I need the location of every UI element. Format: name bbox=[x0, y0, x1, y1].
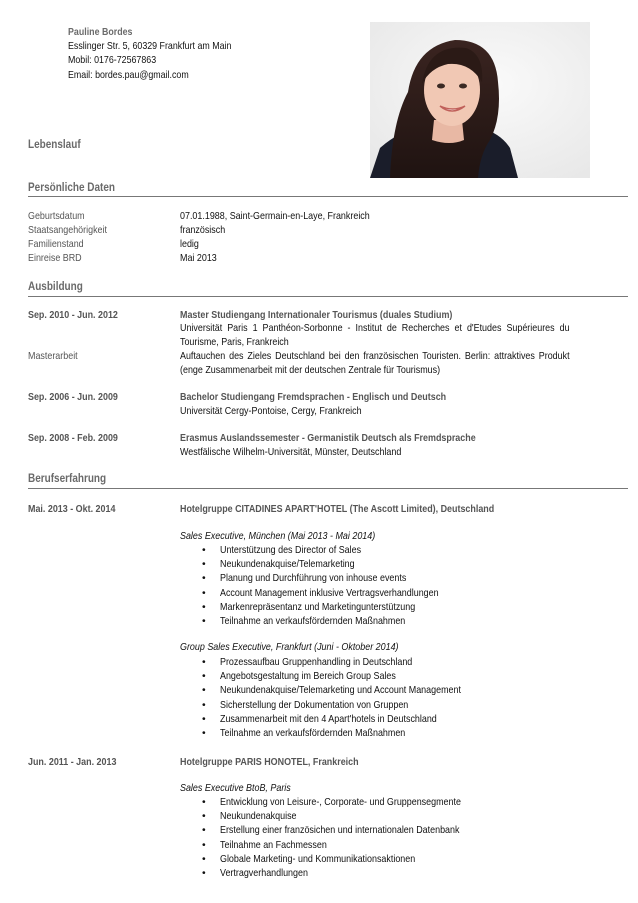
list-item: • Zusammenarbeit mit den 4 Apart'hotels in Deutschland bbox=[180, 713, 500, 727]
list-item: • Globale Marketing- und Kommunikationsaktionen bbox=[180, 853, 500, 867]
thesis-text: Auftauchen des Zieles Deutschland bei den französischen Touristen. Berlin: attraktives Produkt (enge Zusammenarbeit mit der deutschen Zentrale für Tourismus) bbox=[180, 351, 570, 377]
list-item: • Teilnahme an verkaufsfördernden Maßnahmen bbox=[180, 615, 474, 629]
section-divider bbox=[28, 296, 628, 297]
label-entry-germany: Einreise BRD bbox=[28, 253, 82, 264]
education-date: Sep. 2008 - Feb. 2009 bbox=[28, 433, 118, 444]
value-marital-status: ledig bbox=[180, 239, 199, 250]
label-birthdate: Geburtsdatum bbox=[28, 211, 85, 222]
education-date: Sep. 2010 - Jun. 2012 bbox=[28, 310, 118, 321]
section-divider bbox=[28, 196, 628, 197]
role-title: Sales Executive BtoB, Paris bbox=[180, 783, 291, 794]
thesis-label: Masterarbeit bbox=[28, 351, 78, 362]
job-date: Jun. 2011 - Jan. 2013 bbox=[28, 757, 117, 768]
list-item: • Neukundenakquise/Telemarketing bbox=[180, 558, 474, 572]
list-item: • Entwicklung von Leisure-, Corporate- und Gruppensegmente bbox=[180, 796, 500, 810]
section-divider bbox=[28, 488, 628, 489]
list-item: • Vertragverhandlungen bbox=[180, 867, 500, 881]
label-marital-status: Familienstand bbox=[28, 239, 84, 250]
value-nationality: französisch bbox=[180, 225, 226, 236]
role-title: Group Sales Executive, Frankfurt (Juni - Oktober 2014) bbox=[180, 642, 399, 653]
list-item: • Neukundenakquise bbox=[180, 810, 500, 824]
list-item: • Planung und Durchführung von inhouse events bbox=[180, 572, 474, 586]
section-education-heading: Ausbildung bbox=[28, 280, 83, 293]
contact-block bbox=[68, 26, 258, 83]
section-experience-heading: Berufserfahrung bbox=[28, 472, 107, 485]
email: Email: bordes.pau@gmail.com bbox=[68, 69, 189, 81]
list-item: • Neukundenakquise/Telemarketing und Account Management bbox=[180, 684, 500, 698]
education-detail: Universität Cergy-Pontoise, Cergy, Frankreich bbox=[180, 406, 362, 417]
education-date: Sep. 2006 - Jun. 2009 bbox=[28, 392, 118, 403]
mobile: Mobil: 0176-72567863 bbox=[68, 55, 157, 67]
list-item: • Teilnahme an Fachmessen bbox=[180, 839, 500, 853]
value-entry-germany: Mai 2013 bbox=[180, 253, 217, 264]
role-task-list bbox=[180, 796, 500, 881]
list-item: • Prozessaufbau Gruppenhandling in Deutschland bbox=[180, 656, 500, 670]
applicant-name: Pauline Bordes bbox=[68, 27, 133, 38]
role-task-list bbox=[180, 544, 474, 629]
section-personal-heading: Persönliche Daten bbox=[28, 181, 116, 194]
education-detail: Universität Paris 1 Panthéon-Sorbonne - Institut de Recherches et d'Etudes Supérieures du Tourisme, Paris, Frankreich bbox=[180, 323, 570, 349]
education-title: Master Studiengang Internationaler Tourismus (duales Studium) bbox=[180, 310, 453, 321]
list-item: • Angebotsgestaltung im Bereich Group Sales bbox=[180, 670, 500, 684]
address: Esslinger Str. 5, 60329 Frankfurt am Main bbox=[68, 41, 232, 53]
job-date: Mai. 2013 - Okt. 2014 bbox=[28, 504, 116, 515]
job-company: Hotelgruppe PARIS HONOTEL, Frankreich bbox=[180, 757, 359, 768]
portrait-image bbox=[370, 22, 590, 178]
list-item: • Account Management inklusive Vertragsverhandlungen bbox=[180, 587, 474, 601]
role-title: Sales Executive, München (Mai 2013 - Mai 2014) bbox=[180, 531, 376, 542]
list-item: • Erstellung einer französichen und internationalen Datenbank bbox=[180, 824, 500, 838]
education-detail: Westfälische Wilhelm-Universität, Münster, Deutschland bbox=[180, 447, 402, 458]
education-title: Erasmus Auslandssemester - Germanistik Deutsch als Fremdsprache bbox=[180, 433, 476, 444]
list-item: • Teilnahme an verkaufsfördernden Maßnahmen bbox=[180, 727, 500, 741]
list-item: • Markenrepräsentanz und Marketingunterstützung bbox=[180, 601, 474, 615]
role-task-list bbox=[180, 656, 500, 741]
profile-photo bbox=[370, 22, 590, 178]
job-company: Hotelgruppe CITADINES APART'HOTEL (The Ascott Limited), Deutschland bbox=[180, 504, 495, 515]
cv-title: Lebenslauf bbox=[28, 138, 81, 151]
list-item: • Unterstützung des Director of Sales bbox=[180, 544, 474, 558]
education-title: Bachelor Studiengang Fremdsprachen - Englisch und Deutsch bbox=[180, 392, 447, 403]
label-nationality: Staatsangehörigkeit bbox=[28, 225, 107, 236]
value-birthdate: 07.01.1988, Saint-Germain-en-Laye, Frankreich bbox=[180, 211, 370, 222]
list-item: • Sicherstellung der Dokumentation von Gruppen bbox=[180, 699, 500, 713]
